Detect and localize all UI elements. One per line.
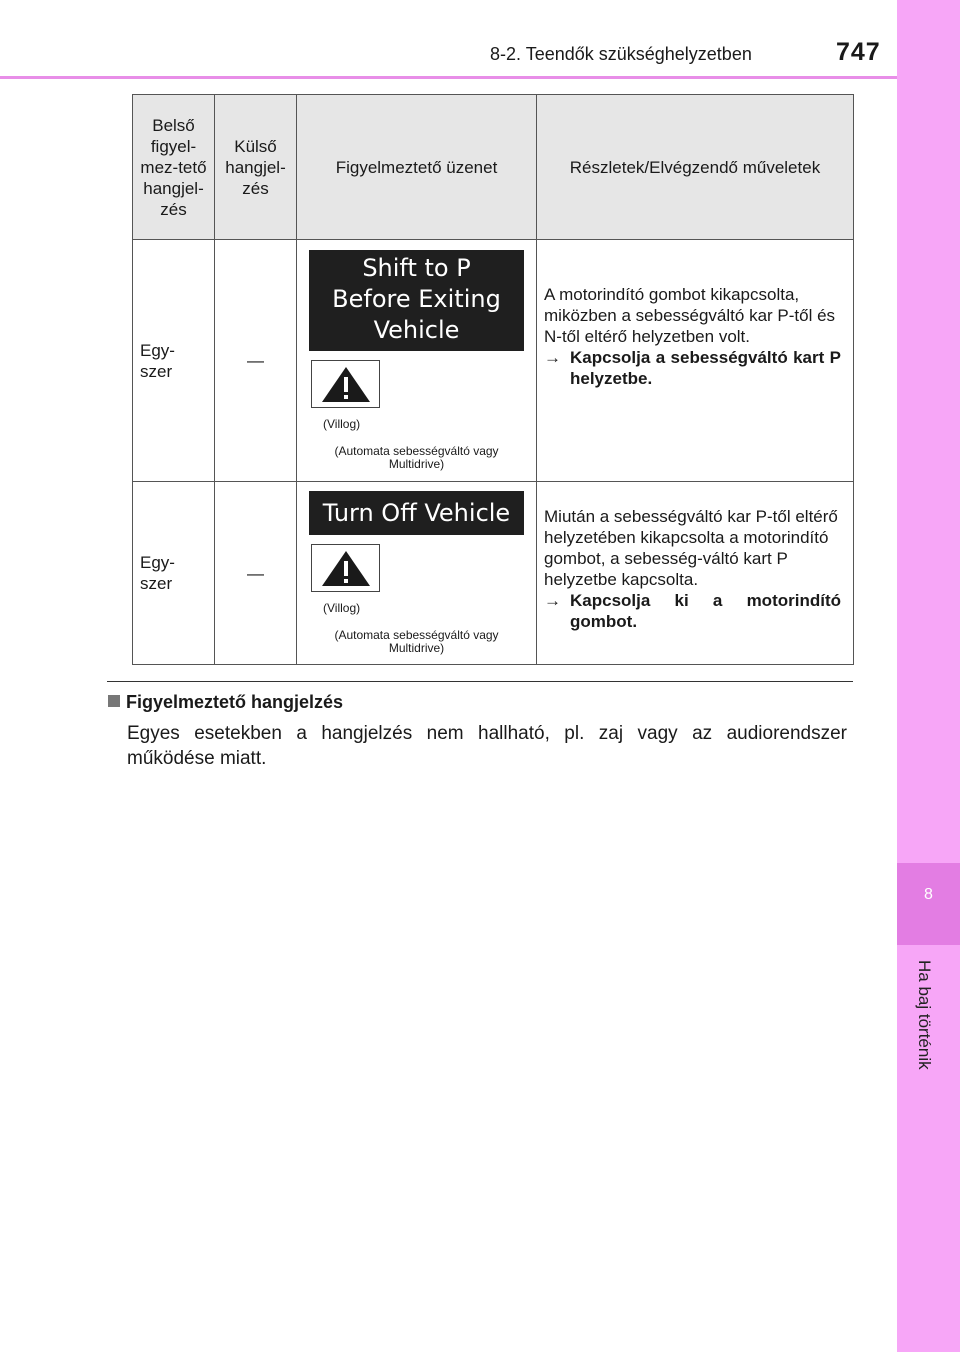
- action-text: Kapcsolja a sebességváltó kart P helyzetbe.: [570, 348, 841, 388]
- header-divider: [0, 76, 897, 79]
- transmission-note: (Automata sebességváltó vagy Multidrive): [334, 628, 499, 655]
- warning-message-table: [132, 94, 854, 665]
- section-divider: [107, 681, 853, 682]
- display-message-screen: Shift to P Before Exiting Vehicle: [309, 250, 524, 351]
- table-row: [133, 240, 854, 482]
- external-buzzer-cell: —: [215, 240, 297, 482]
- chapter-title: Ha baj történik: [915, 960, 934, 1070]
- table-header-row: [133, 95, 854, 240]
- flash-label: (Villog): [323, 601, 361, 615]
- arrow-icon: →: [544, 348, 561, 367]
- details-cell: [537, 240, 854, 482]
- chapter-number-box: [897, 863, 960, 945]
- table-row: [133, 482, 854, 665]
- detail-text: Miután a sebességváltó kar P-től eltérő helyzetében kikapcsolta a motorindító gombot, a sebesség-váltó kart P helyzetbe kapcsolta.: [544, 507, 838, 589]
- transmission-note: (Automata sebességváltó vagy Multidrive): [334, 444, 499, 471]
- arrow-icon: →: [544, 591, 561, 610]
- action-text: Kapcsolja ki a motorindító gombot.: [570, 591, 841, 631]
- section-heading: Figyelmeztető hangjelzés: [108, 692, 343, 713]
- internal-buzzer-cell: Egy-szer: [133, 240, 215, 482]
- warning-message-cell: [297, 240, 537, 482]
- flash-label: (Villog): [323, 417, 361, 431]
- details-cell: [537, 482, 854, 665]
- section-title: 8-2. Teendők szükséghelyzetben: [490, 44, 752, 64]
- page-number: 747: [836, 38, 881, 66]
- internal-buzzer-cell: Egy-szer: [133, 482, 215, 665]
- external-buzzer-cell: —: [215, 482, 297, 665]
- warning-triangle-icon: [311, 544, 380, 592]
- header-external-buzzer: Külső hangjel-zés: [215, 95, 297, 240]
- warning-triangle-icon: [311, 360, 380, 408]
- bullet-square-icon: [108, 695, 120, 707]
- detail-text: A motorindító gombot kikapcsolta, miközben a sebességváltó kar P-től és N-től eltérő helyzetben volt.: [544, 285, 836, 346]
- header-internal-buzzer: Belső figyel-mez-tető hangjel-zés: [133, 95, 215, 240]
- section-body-text: Egyes esetekben a hangjelzés nem hallható, pl. zaj vagy az audiorendszer működése miatt.: [127, 723, 847, 769]
- chapter-number: 8: [924, 886, 933, 903]
- chapter-tab-strip: [897, 0, 960, 1352]
- display-message-screen: Turn Off Vehicle: [309, 491, 524, 535]
- header-warning-message: Figyelmeztető üzenet: [297, 95, 537, 240]
- warning-message-cell: [297, 482, 537, 665]
- header-details-actions: Részletek/Elvégzendő műveletek: [537, 95, 854, 240]
